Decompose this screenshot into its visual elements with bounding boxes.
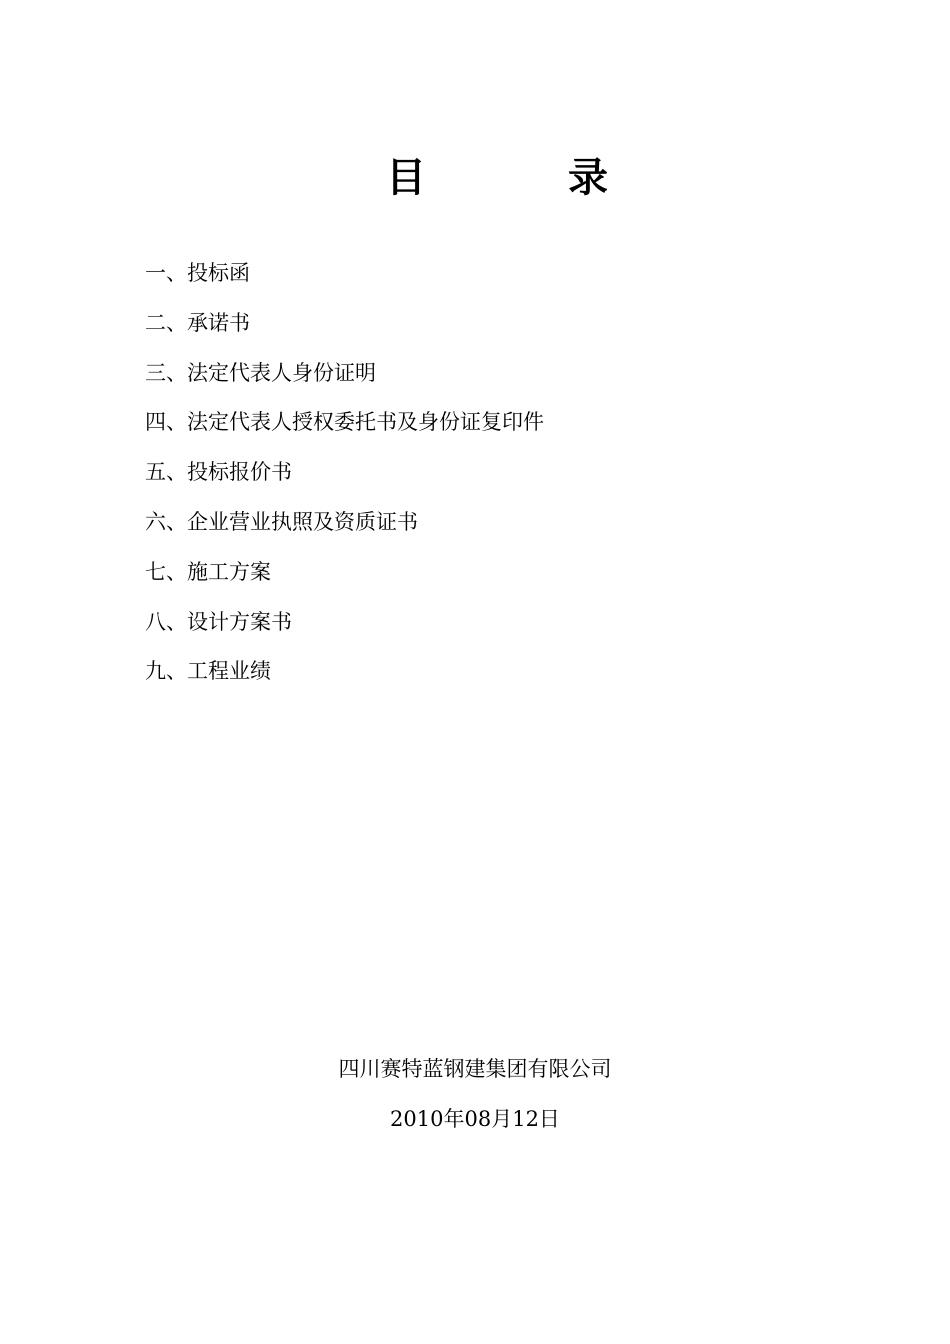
page-title	[0, 150, 950, 210]
title-char-1: 目	[386, 154, 426, 201]
title-char-2: 录	[568, 154, 608, 201]
document-date: 2010年08月12日	[390, 1107, 560, 1131]
table-of-contents	[145, 256, 544, 704]
toc-item-6: 六、企业营业执照及资质证书	[145, 509, 418, 534]
toc-item-5: 五、投标报价书	[145, 460, 292, 485]
toc-item-2: 二、承诺书	[145, 310, 250, 335]
company-name: 四川赛特蓝钢建集团有限公司	[338, 1057, 612, 1081]
toc-item-1: 一、投标函	[145, 261, 250, 285]
toc-item-8: 八、设计方案书	[145, 609, 292, 634]
toc-item-3: 三、法定代表人身份证明	[145, 360, 376, 385]
toc-item-7: 七、施工方案	[145, 559, 271, 584]
toc-item-4: 四、法定代表人授权委托书及身份证复印件	[145, 410, 544, 435]
toc-item-9: 九、工程业绩	[145, 659, 271, 684]
